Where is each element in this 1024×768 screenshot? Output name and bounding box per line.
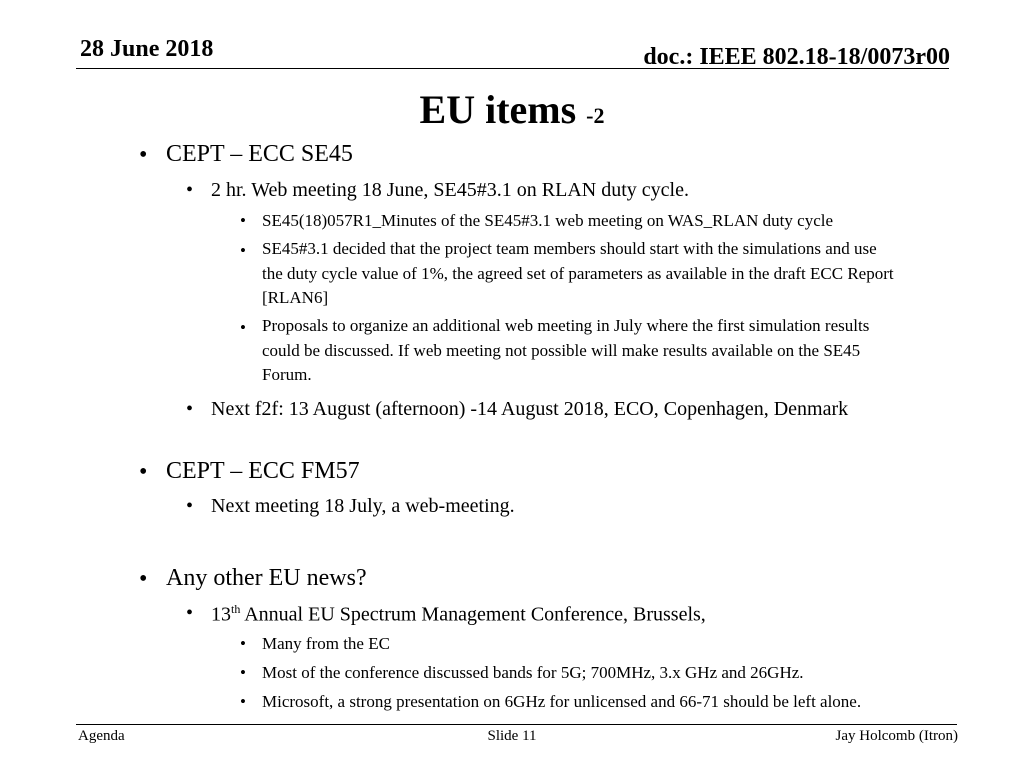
text-line: Proposals to organize an additional web meeting in July where the first simulation results: [262, 316, 870, 335]
text-line: the duty cycle value of 1%, the agreed set of parameters as available in the draft ECC Report: [262, 263, 894, 283]
bullet-icon: •: [240, 211, 246, 230]
bullet-icon: •: [240, 692, 246, 711]
ordinal-suffix: th: [231, 602, 241, 616]
conference-name: Annual EU Spectrum Management Conference, Brussels,: [240, 603, 706, 626]
bullet-icon: •: [186, 602, 194, 624]
bullet-icon: •: [186, 179, 194, 201]
text-line: SE45#3.1 decided that the project team members should start with the simulations and use: [262, 239, 877, 258]
list-item: Many from the EC: [262, 634, 390, 653]
footer-divider: [76, 724, 957, 725]
list-item: [211, 602, 706, 627]
list-item: 2 hr. Web meeting 18 June, SE45#3.1 on RLAN duty cycle.: [211, 179, 689, 201]
slide-number: Slide 11: [487, 728, 537, 744]
section-heading: Any other EU news?: [166, 565, 367, 591]
conference-number: 13: [211, 603, 231, 626]
bullet-icon: •: [186, 495, 194, 517]
text-line: could be discussed. If web meeting not possible will make results available on the SE45: [262, 340, 861, 360]
list-item: [262, 237, 894, 311]
slide-title-suffix: -2: [586, 103, 605, 128]
bullet-icon: •: [139, 142, 148, 168]
bullet-icon: •: [139, 566, 148, 592]
list-item: Microsoft, a strong presentation on 6GHz for unlicensed and 66-71 should be left alone.: [262, 692, 862, 711]
bullet-icon: •: [139, 459, 148, 485]
bullet-icon: •: [240, 634, 246, 653]
list-item: Most of the conference discussed bands for 5G; 700MHz, 3.x GHz and 26GHz.: [262, 663, 804, 682]
header-divider: [76, 68, 949, 69]
bullet-icon: •: [186, 398, 194, 420]
bullet-icon: •: [240, 318, 246, 337]
slide-title-main: EU items: [419, 87, 577, 132]
footer-left: Agenda: [78, 728, 125, 744]
bullet-icon: •: [240, 241, 246, 260]
header-doc-id: doc.: IEEE 802.18-18/0073r00: [643, 44, 950, 70]
slide-title: [0, 86, 1024, 133]
list-item: Next meeting 18 July, a web-meeting.: [211, 495, 515, 517]
list-item: Next f2f: 13 August (afternoon) -14 August 2018, ECO, Copenhagen, Denmark: [211, 398, 849, 420]
bullet-icon: •: [240, 663, 246, 682]
text-line: Forum.: [262, 365, 312, 384]
header-date: 28 June 2018: [80, 36, 214, 62]
section-heading: CEPT – ECC FM57: [166, 458, 360, 484]
text-line: [RLAN6]: [262, 288, 329, 307]
section-heading: CEPT – ECC SE45: [166, 141, 353, 167]
list-item: SE45(18)057R1_Minutes of the SE45#3.1 web meeting on WAS_RLAN duty cycle: [262, 211, 834, 230]
list-item: [262, 314, 869, 388]
footer-author: Jay Holcomb (Itron): [835, 728, 958, 744]
